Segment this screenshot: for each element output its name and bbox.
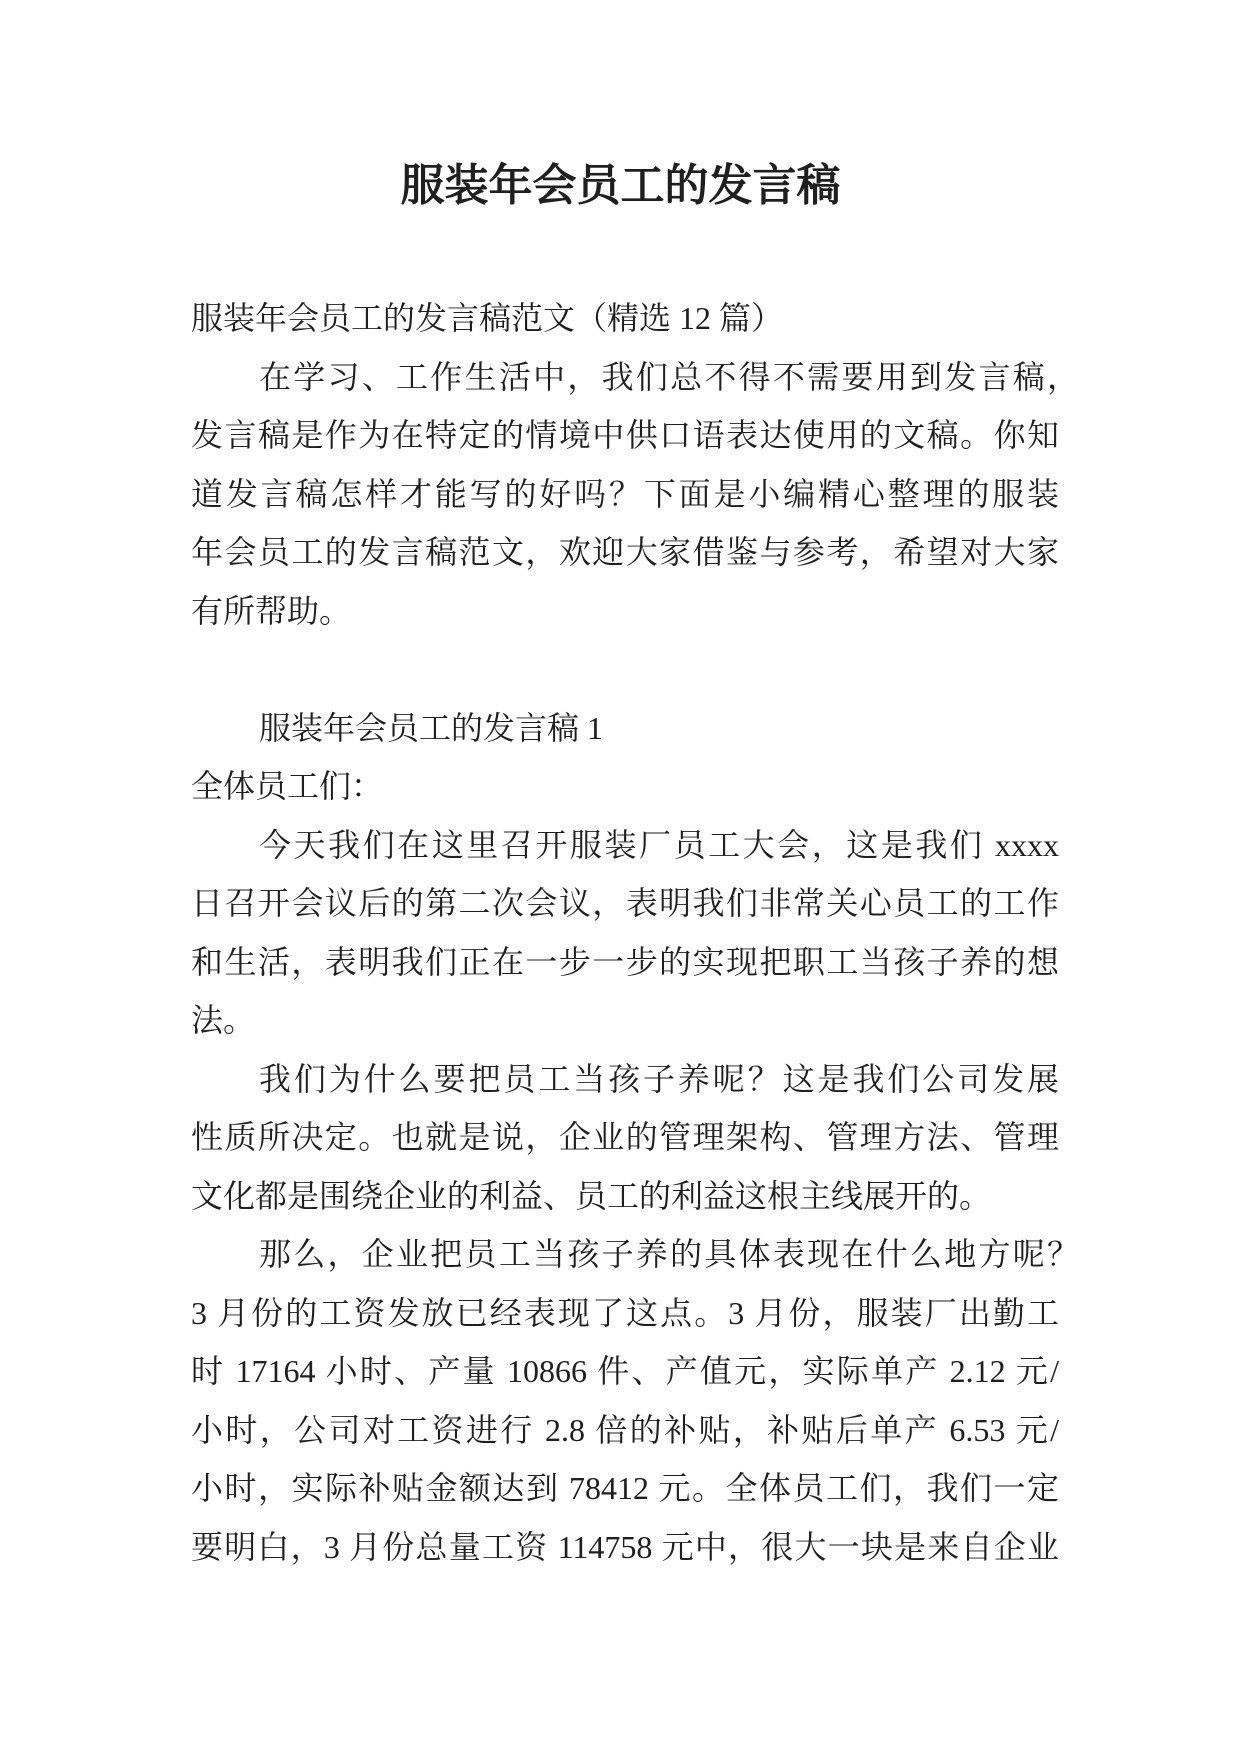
document-title: 服装年会员工的发言稿 (400, 160, 841, 211)
intro-paragraph (191, 348, 1079, 641)
salutation: 全体员工们： (191, 768, 384, 804)
paragraph-line: 在学习、工作生活中，我们总不得不需要用到发言稿， (259, 358, 1079, 395)
paragraph-line: 年会员工的发言稿范文，欢迎大家借鉴与参考，希望对大家 (191, 534, 1059, 570)
paragraph-line: 今天我们在这里召开服装厂员工大会，这是我们 xxxx (259, 826, 1059, 863)
paragraph-line: 小时，实际补贴金额达到 78412 元。全体员工们，我们一定 (191, 1470, 1059, 1506)
paragraph-line: 时 17164 小时、产量 10866 件、产值元，实际单产 2.12 元/ (191, 1353, 1059, 1389)
speech-paragraph-3 (191, 1225, 1079, 1576)
intro-heading: 服装年会员工的发言稿范文（精选 12 篇） (191, 300, 784, 336)
paragraph-line: 有所帮助。 (191, 592, 352, 629)
paragraph-line: 发言稿是作为在特定的情境中供口语表达使用的文稿。你知 (191, 417, 1059, 453)
paragraph-line: 文化都是围绕企业的利益、员工的利益这根主线展开的。 (191, 1177, 992, 1214)
paragraph-line: 要明白，3 月份总量工资 114758 元中，很大一块是来自企业 (191, 1528, 1059, 1565)
paragraph-line: 和生活，表明我们正在一步一步的实现把职工当孩子养的想 (191, 943, 1059, 980)
speech-paragraph-2 (191, 1050, 1059, 1226)
paragraph-line: 日召开会议后的第二次会议，表明我们非常关心员工的工作 (191, 885, 1059, 921)
paragraph-line: 3 月份的工资发放已经表现了这点。3 月份，服装厂出勤工 (191, 1294, 1059, 1331)
paragraph-line: 我们为什么要把员工当孩子养呢？这是我们公司发展 (259, 1060, 1059, 1097)
section-heading: 服装年会员工的发言稿 1 (259, 709, 604, 746)
paragraph-line: 法。 (191, 1002, 256, 1038)
paragraph-line: 小时，公司对工资进行 2.8 倍的补贴，补贴后单产 6.53 元/ (191, 1411, 1059, 1448)
paragraph-line: 道发言稿怎样才能写的好吗？下面是小编精心整理的服装 (191, 475, 1059, 512)
speech-section-1 (191, 699, 1079, 1577)
paragraph-line: 性质所决定。也就是说，企业的管理架构、管理方法、管理 (191, 1119, 1059, 1155)
speech-paragraph-1 (191, 816, 1059, 1050)
paragraph-line: 那么，企业把员工当孩子养的具体表现在什么地方呢？ (259, 1236, 1079, 1272)
document-body (191, 289, 1079, 1576)
